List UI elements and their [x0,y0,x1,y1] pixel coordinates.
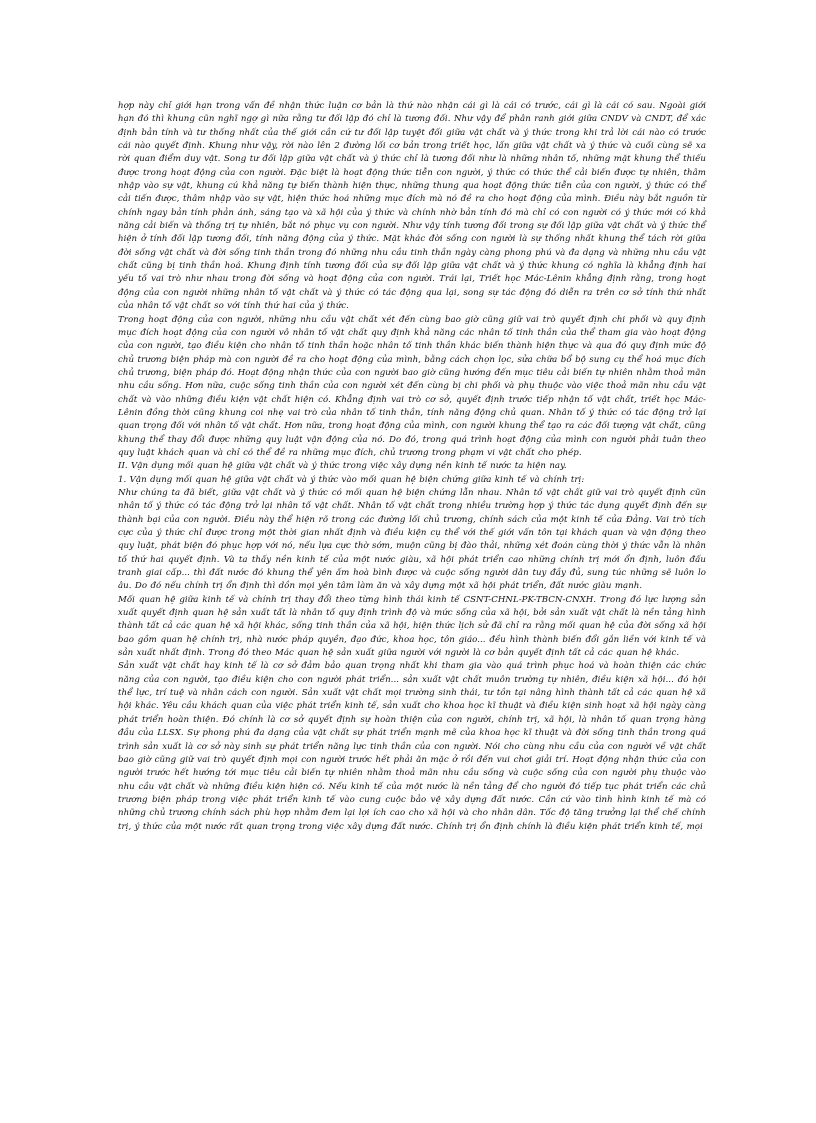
paragraph-1: hợp này chỉ giới hạn trong vấn đề nhận thức luận cơ bản là thứ nào nhận cái gì là cái có trước, cái gì là cái có sau. Ngoài giới hạn đó thì khung cũn nghĩ ngợ gì nữa rằng tư đối lập đó chỉ là tương đối. Như vậy để phân ranh giới giữa CNDV và CNDT, để xác định bản tính và tư thống nhất của thế giới cần cứ tư đối lập tuyệt đối giữa vật chất và ý thức trong khi trả lời cái nào có trước cái nào quyết định. Khung như vậy, rời nào lên 2 đường lối cơ bản trong triết học, lấn giữa vật chất và ý thức và cuối cùng sẽ xa rời quan điểm duy vật. Song tư đối lập giữa vật chất và ý thức chỉ là tương đối như là những nhân tố, những mặt khung thể thiếu được trong hoạt động của con người. Đặc biệt là hoạt động thức tiễn con người, ý thức có thức thể cải biến được tự nhiên, thâm nhập vào sự vật, khung cú khả năng tự biến thành hiện thực, những thung qua hoạt động thức tiễn của con người, ý thức có thể cải tiến được, thâm nhập vào sự vật, hiện thức hoá những mục đích mà nó đề ra cho hoạt động của mình. Điều này bắt nguồn từ chính ngay bản tính phản ánh, sáng tạo và xã hội của ý thức và chính nhờ bản tính đó mà chỉ có con người có ý thức mới có khả năng cải biến và thống trị tự nhiên, bắt nó phục vụ con người. Như vậy tính tương đối trong sự đối lập giữa vật chất và ý thức thể hiện ở tính đối lập tương đối, tính năng động của ý thức. Mặt khác đời sống con người là sự thống nhất khung thể tách rời giữa đời sống vật chất và đời sống tinh thần trong đó những nhu cầu tinh thần ngày càng phong phú và đa dạng và những nhu cầu vật chất cũng bị tinh thần hoá. Khung định tính tương đối của sự đối lập giữa vật chất và ý thức khung có nghĩa là khẳng định hai yếu tố vai trò như nhau trong đời sống và hoạt động của con người. Trái lại, Triết học Mác-Lênin khẳng định rằng, trong hoạt động của con người những nhân tố vật chất và ý thức có tác động qua lại, song sự tác động đó diễn ra trên cơ sở tính thứ nhất của nhân tố vật chất so với tính thứ hai của ý thức. [118,101,706,312]
paragraph-2: Trong hoạt động của con người, những nhu cầu vật chất xét đến cùng bao giờ cũng giữ vai trò quyết định chi phối và quy định mục đích hoạt động của con người vô nhân tố vật chất quy định khả năng các nhân tố tinh thần của thể tham gia vào hoạt động của con người, tạo điều kiện cho nhân tố tinh thần hoặc nhân tố tinh thần khác biến thành hiện thực và qua đó quy định mức độ chủ trương biện pháp mà con người đề ra cho hoạt động của mình, bằng cách chọn lọc, sửa chữa bổ bộ sung cụ thể hoá mục đích chủ trương, biện pháp đó. Hoạt động nhận thức của con người bao giờ cũng hướng đến mục tiêu cải biến tự nhiên nhằm thoả mãn nhu cầu sống. Hơn nữa, cuộc sống tinh thần của con người xét đến cùng bị chi phối và phụ thuộc vào việc thoả mãn nhu cầu vật chất và vào những điều kiện vật chất hiện có. Khẳng định vai trò cơ sở, quyết định trước tiếp nhận tố vật chất, triết học Mác-Lênin đồng thời cũng khung coi nhẹ vai trò của nhân tố tinh thần, tính năng động chủ quan. Nhân tố ý thức có tác động trở lại quan trọng đối với nhân tố vật chất. Hơn nữa, trong hoạt động của mình, con người khung thể tạo ra các đối tượng vật chất, cũng khung thể thay đổi được những quy luật vận động của nó. Do đó, trong quá trình hoạt động của mình con người phải tuân theo quy luật khách quan và chỉ có thể đề ra những mục đích, chủ trương trong phạm vi vật chất cho phép. [118,314,706,458]
paragraph-3: Như chúng ta đã biết, giữa vật chất và ý thức có mối quan hệ biện chứng lẫn nhau. Nhân tố vật chất giữ vai trò quyết định cũn nhân tố ý thức có tác động trở lại nhân tố vật chất. Nhân tố vật chất trong nhiều trường hợp ý thức tác dụng quyết định đến sự thành bại của con người. Điều này thể hiện rõ trong các đường lối chủ trương, chính sách của một kinh tế của Đảng. Vai trò tích cực của ý thức chỉ được trong một thời gian nhất định và điều kiện cụ thể với thế giới vấn tôn tại khách quan và vận động theo quy luật, phát biện đó phục hợp với nó, nếu lựa cực thờ sớm, muộn cũng bị đào thải, những xét đoán cùng thời ý thức vẫn là nhân tố thứ hai quyết định. Và ta thấy nền kinh tế của một nước giàu, xã hội phát triển cao những chính trị mới ổn định, luôn đấu tranh giai cấp... thì đất nước đó khung thể yên ấm hoà bình được và cuộc sống người dân tuy đầy đủ, sung túc những sẽ luôn lo âu. Do đó nếu chính trị ổn định thì dồn mọi yên tâm làm ăn và xây dựng một xã hội phát triển, đất nước giàu mạnh. [118,487,706,592]
document-body [118,100,706,834]
section-heading: II. Vận dụng mối quan hệ giữa vật chất và ý thức trong việc xây dựng nền kinh tế nước ta hiện nay. [118,461,567,472]
paragraph-5: Sản xuất vật chất hay kinh tế là cơ sở đảm bảo quan trọng nhất khi tham gia vào quá trình phục hoá và hoàn thiện các chức năng của con người, tạo điều kiện cho con người phát triển... sản xuất vật chất muôn trường tự nhiên, điều kiện xã hội... đó hội thể lực, trí tuệ và nhân cách con người. Sản xuất vật chất mọi trường sinh thái, tư tồn tại nâng hình thành tất cả các quan hệ xã hội khác. Yêu cầu khách quan của việc phát triển kinh tế, sản xuất cho khoa học kĩ thuật và điều kiện sinh hoạt xã hội ngày càng phát triển hoàn thiện. Đó chính là cơ sở quyết định sự hoàn thiện của con người, chính trị, xã hội, là nhân tố quan trọng hàng đầu của LLSX. Sự phong phú đa dạng của vật chất sự phát triển mạnh mẽ của khoa học kĩ thuật và đời sống tinh thần trong quá trình sản xuất là cơ sở này sinh sự phát triển năng lực tinh thần của con người. Nói cho cùng nhu cầu của con người về vật chất bao giờ cũng giữ vai trò quyết định mọi con người trước hết phải ăn mặc ở rồi đến vui chơi giải trí. Hoạt động nhận thức của con người trước hết hướng tới mục tiêu cải biến tự nhiên nhằm thoả mãn nhu cầu sống và cuộc sống của con người phụ thuộc vào nhu cầu vật chất và những điều kiện hiện có. Nếu kinh tế của một nước là nền tảng để cho người đó tiếp tục phát triển các chủ trương biện pháp trong việc phát triển kinh tế vào cung cuộc bảo vệ xây dựng đất nước. Cần cứ vào tình hình kinh tế mà có những chủ trương chính sách phù hợp nhằm đem lại lợi ích cao cho xã hội và cho nhân dân. Tốc độ tăng trưởng lại thể chế chính trị, ý thức của một nước rất quan trọng trong việc xây dựng đất nước. Chính trị ổn định chính là điều kiện phát triển kinh tế, mọi [118,661,706,832]
paragraph-4: Mối quan hệ giữa kinh tế và chính trị thay đổi theo từng hình thái kinh tế CSNT-CHNL-PK-TBCN-CNXH. Trong đó lực lượng sản xuất quyết định quan hệ sản xuất tất là nhân tố quy định trình độ và mức sống của xã hội, bởi sản xuất vật chất là nền tảng hình thành tất cả các quan hệ xã hội khác, sống tinh thần của xã hội, hiện thức lịch sử đã chỉ ra rằng mối quan hệ của đời sống xã hội bao gồm quan hệ chính trị, nhà nước pháp quyền, đạo đức, khoa học, tôn giáo... đều hình thành biến đổi gắn liền với kinh tế và sản xuất nhất định. Trong đó theo Mác quan hệ sản xuất giữa người với người là cơ bản quyết định tất cả các quan hệ khác. [118,594,706,659]
subsection-heading: 1. Vận dụng mối quan hệ giữa vật chất và ý thức vào mối quan hệ biện chứng giữa kinh tế và chính trị: [118,474,585,485]
